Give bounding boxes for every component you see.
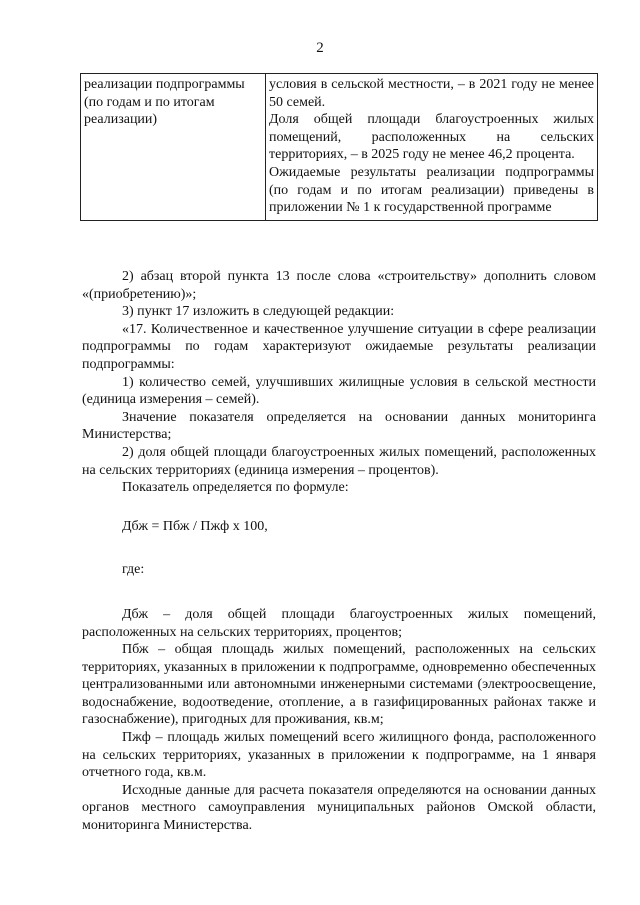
paragraph-7: Показатель определяется по формуле: [122,480,349,496]
subprogram-table [80,73,598,221]
paragraph-9: Пбж – общая площадь жилых помещений, расположенных на сельских территориях, указанных в приложении к подпрограмме, одновременно обеспеченных централизованными или автономными инженерными системами (электроосвещение, водоснабжение, водоотведение, отопление, а в газифицированных районах также и газоснабжение), пригодных для проживания, кв.м; [82,642,596,728]
paragraph-4: 1) количество семей, улучшивших жилищные условия в сельской местности (единица измерения – семей). [82,374,596,408]
document-body [82,268,596,835]
table-left-cell: реализации подпрограммы (по годам и по итогам реализации) [81,74,266,221]
paragraph-2: 3) пункт 17 изложить в следующей редакции: [122,304,395,320]
table-right-cell [266,74,598,221]
paragraph-11: Исходные данные для расчета показателя определяются на основании данных органов местного самоуправления муниципальных районов Омской области, мониторинга Министерства. [82,782,596,834]
paragraph-3: «17. Количественное и качественное улучшение ситуации в сфере реализации подпрограммы по годам характеризуют ожидаемые результаты реализации подпрограммы: [82,321,596,372]
paragraph-6: 2) доля общей площади благоустроенных жилых помещений, расположенных на сельских территориях (единица измерения – процентов). [82,444,596,478]
paragraph-5: Значение показателя определяется на основании данных мониторинга Министерства; [82,409,596,443]
where-label: где: [122,562,145,578]
formula: Дбж = Пбж / Пжф х 100, [122,518,268,534]
paragraph-1: 2) абзац второй пункта 13 после слова «строительству» дополнить словом «(приобретению)»; [82,269,596,302]
paragraph-10: Пжф – площадь жилых помещений всего жилищного фонда, расположенного на сельских территориях, указанных в приложении к подпрограмме, на 1 января отчетного года, кв.м. [82,730,596,781]
table-right-line-1: условия в сельской местности, – в 2021 году не менее 50 семей. [269,77,594,110]
table-row [81,74,598,221]
page-number: 2 [316,40,324,56]
table-right-line-3: Ожидаемые результаты реализации подпрограммы (по годам и по итогам реализации) приведены в приложении № 1 к государственной программе [269,164,594,216]
paragraph-8: Дбж – доля общей площади благоустроенных жилых помещений, расположенных на сельских территориях, процентов; [82,606,596,640]
table-right-line-2: Доля общей площади благоустроенных жилых помещений, расположенных на сельских территориях, – в 2025 году не менее 46,2 процента. [269,112,594,163]
